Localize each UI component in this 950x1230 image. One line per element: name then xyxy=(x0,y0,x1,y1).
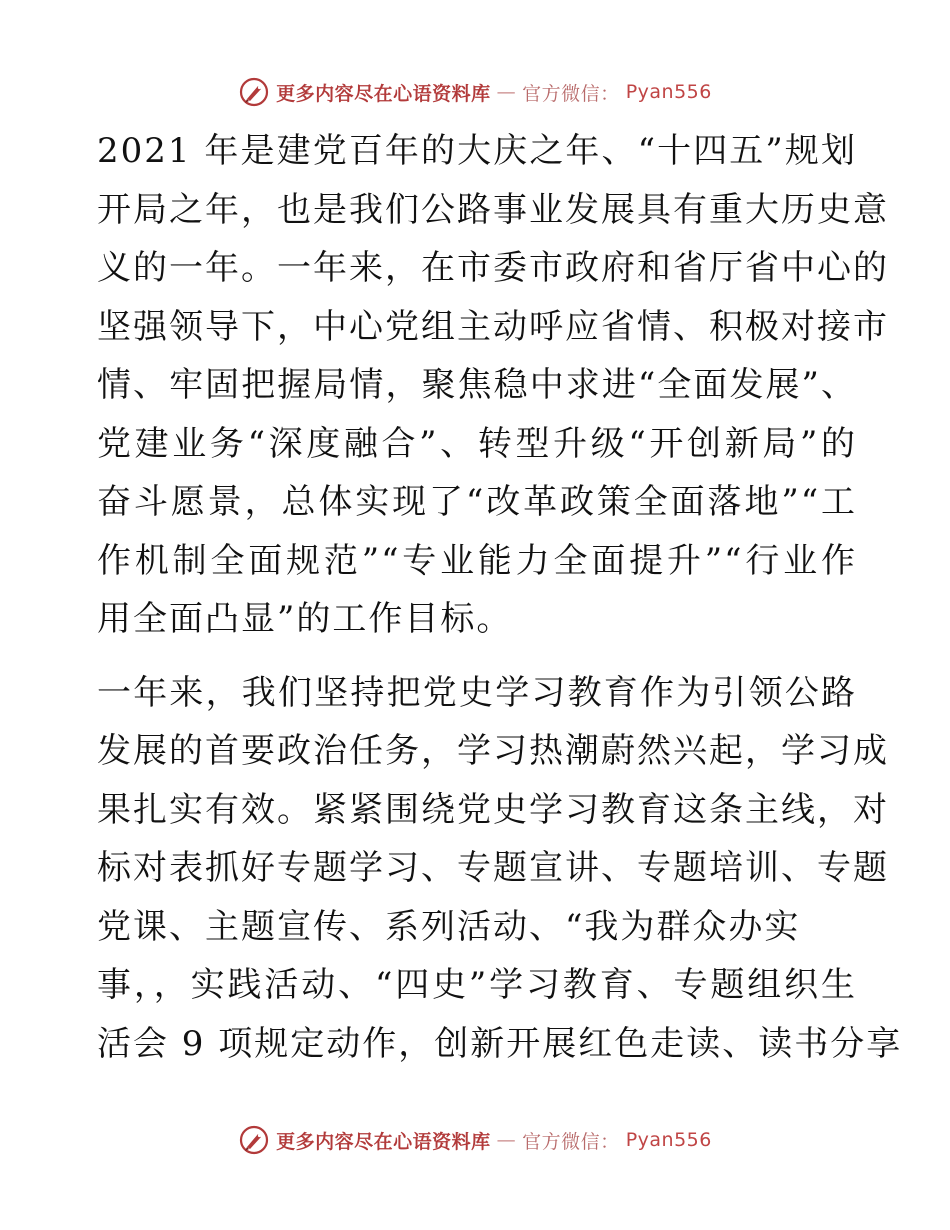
text-line: 一年来，我们坚持把党史学习教育作为引领公路 xyxy=(97,672,857,713)
text-line: 义的一年。一年来，在市委市政府和省厅省中心的 xyxy=(97,248,889,288)
text-line: 果扎实有效。紧紧围绕党史学习教育这条主线，对 xyxy=(97,789,889,830)
watermark-main-text: 更多内容尽在心语资料库 xyxy=(276,82,491,105)
paragraph-spacer xyxy=(97,649,857,664)
text-line: 党课、主题宣传、系列活动、“我为群众办实 xyxy=(97,906,801,947)
text-line: 开局之年，也是我们公路事业发展具有重大历史意 xyxy=(97,189,889,230)
text-line: 坚强领导下，中心党组主动呼应省情、积极对接市 xyxy=(97,306,889,347)
pen-nib-logo-icon xyxy=(238,76,270,108)
text-line: 事，，实践活动、“四史”学习教育、专题组织生 xyxy=(97,965,857,1005)
text-line: 作机制全面规范”“专业能力全面提升”“行业作 xyxy=(97,540,857,581)
paragraph-2 xyxy=(97,664,903,1074)
text-line: 奋斗愿景，总体实现了“改革政策全面落地”“工 xyxy=(97,482,857,522)
text-line: 用全面凸显”的工作目标。 xyxy=(97,599,513,639)
text-line: 发展的首要政治任务，学习热潮蔚然兴起，学习成 xyxy=(97,731,889,771)
watermark-dash: — xyxy=(496,81,517,103)
watermark-wechat-id: Pyan556 xyxy=(625,81,712,103)
document-body xyxy=(97,122,903,1073)
watermark-wechat-label: 官方微信： xyxy=(522,1130,620,1153)
watermark-wechat-id: Pyan556 xyxy=(625,1129,712,1151)
paragraph-1 xyxy=(97,122,889,649)
watermark-wechat-label: 官方微信： xyxy=(522,82,620,105)
watermark-main-text: 更多内容尽在心语资料库 xyxy=(276,1130,491,1153)
text-line: 标对表抓好专题学习、专题宣讲、专题培训、专题 xyxy=(97,848,889,888)
text-line: 情、牢固把握局情，聚焦稳中求进“全面发展”、 xyxy=(97,365,857,405)
text-line: 2021 年是建党百年的大庆之年、“十四五”规划 xyxy=(97,131,857,171)
text-line: 党建业务“深度融合”、转型升级“开创新局”的 xyxy=(97,423,857,464)
pen-nib-logo-icon xyxy=(238,1124,270,1156)
text-line: 活会 9 项规定动作，创新开展红色走读、读书分享 xyxy=(97,1023,903,1064)
watermark-banner-top xyxy=(0,72,950,112)
watermark-dash: — xyxy=(496,1129,517,1151)
watermark-banner-bottom xyxy=(0,1120,950,1160)
